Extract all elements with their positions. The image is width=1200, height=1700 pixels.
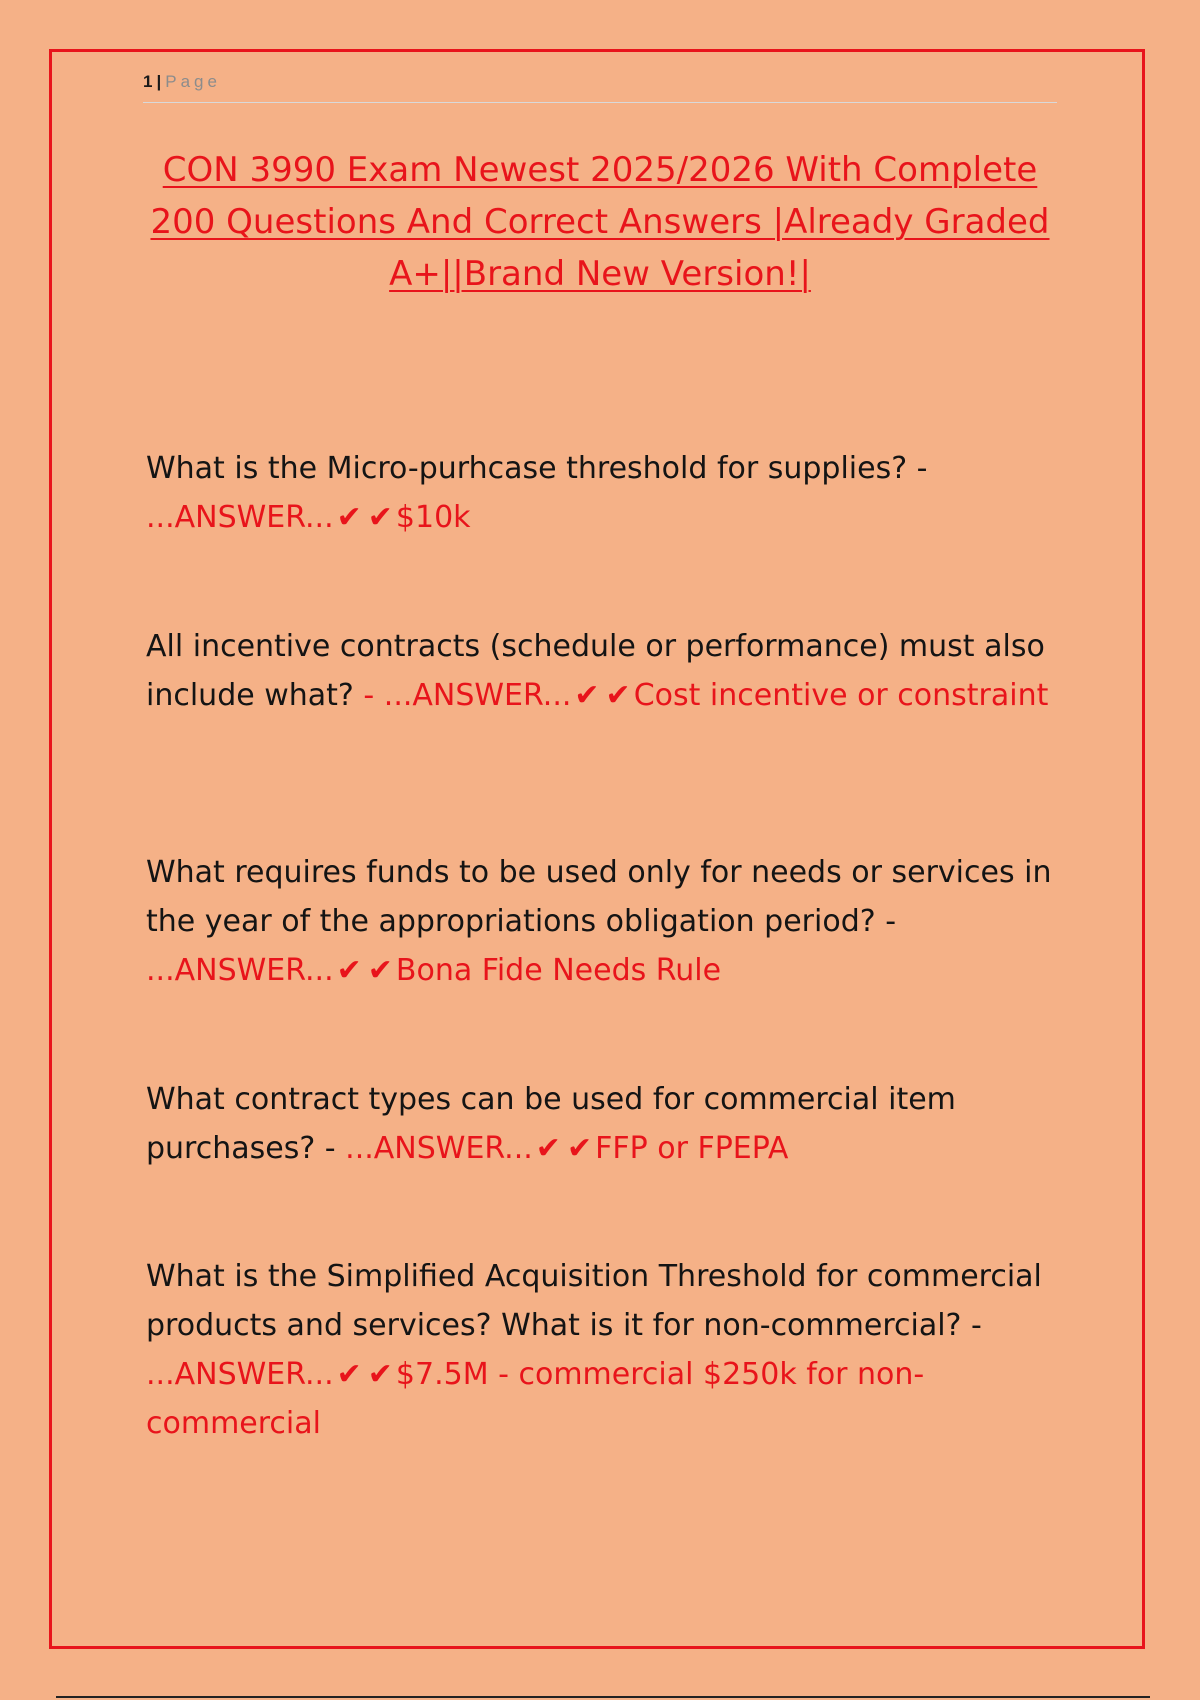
page-separator: | — [156, 72, 162, 91]
question-text: What requires funds to be used only for needs or services in the year of the appropriations obligation period? - — [146, 855, 1052, 939]
page-header — [143, 72, 1057, 103]
answer-marker: ...ANSWER... — [146, 953, 334, 988]
bottom-divider — [56, 1696, 1150, 1698]
answer-marker: ...ANSWER... — [146, 1357, 334, 1392]
answer-dash: - — [353, 678, 375, 713]
qa-item-5 — [146, 1252, 1076, 1448]
question-text: What is the Micro-purhcase threshold for supplies? - — [146, 451, 928, 486]
answer-text: $7.5M - commercial $250k for non-commercial — [146, 1357, 925, 1441]
checkmark-icon: ✔ — [605, 678, 631, 713]
qa-item-2 — [146, 622, 1076, 720]
page-label: Page — [165, 72, 221, 91]
answer-text: Cost incentive or constraint — [633, 678, 1049, 713]
document-title: CON 3990 Exam Newest 2025/2026 With Complete 200 Questions And Correct Answers |Already Graded A+||Brand New Version!| — [150, 150, 1050, 294]
answer-marker: ...ANSWER... — [383, 678, 572, 713]
checkmark-icon: ✔ — [336, 500, 362, 535]
question-text: What contract types can be used for commercial item purchases? - — [146, 1082, 956, 1166]
answer-marker: ...ANSWER... — [146, 500, 334, 535]
checkmark-icon: ✔ — [574, 678, 600, 713]
qa-item-3 — [146, 848, 1076, 995]
question-text: All incentive contracts (schedule or performance) must also include what? — [146, 629, 1045, 713]
qa-item-1 — [146, 444, 1076, 542]
checkmark-icon: ✔ — [336, 1357, 362, 1392]
qa-item-4 — [146, 1075, 1076, 1173]
question-text: What is the Simplified Acquisition Threshold for commercial products and services? What is it for non-commercial? - — [146, 1259, 1042, 1343]
page-number: 1 — [143, 72, 153, 91]
checkmark-icon: ✔ — [336, 953, 362, 988]
answer-text: FFP or FPEPA — [595, 1131, 789, 1166]
checkmark-icon: ✔ — [566, 1131, 593, 1166]
answer-marker: ...ANSWER... — [345, 1131, 533, 1166]
checkmark-icon: ✔ — [367, 1357, 393, 1392]
checkmark-icon: ✔ — [367, 500, 393, 535]
answer-text: Bona Fide Needs Rule — [395, 953, 722, 988]
checkmark-icon: ✔ — [367, 953, 393, 988]
answer-text: $10k — [395, 500, 471, 535]
checkmark-icon: ✔ — [535, 1131, 561, 1166]
